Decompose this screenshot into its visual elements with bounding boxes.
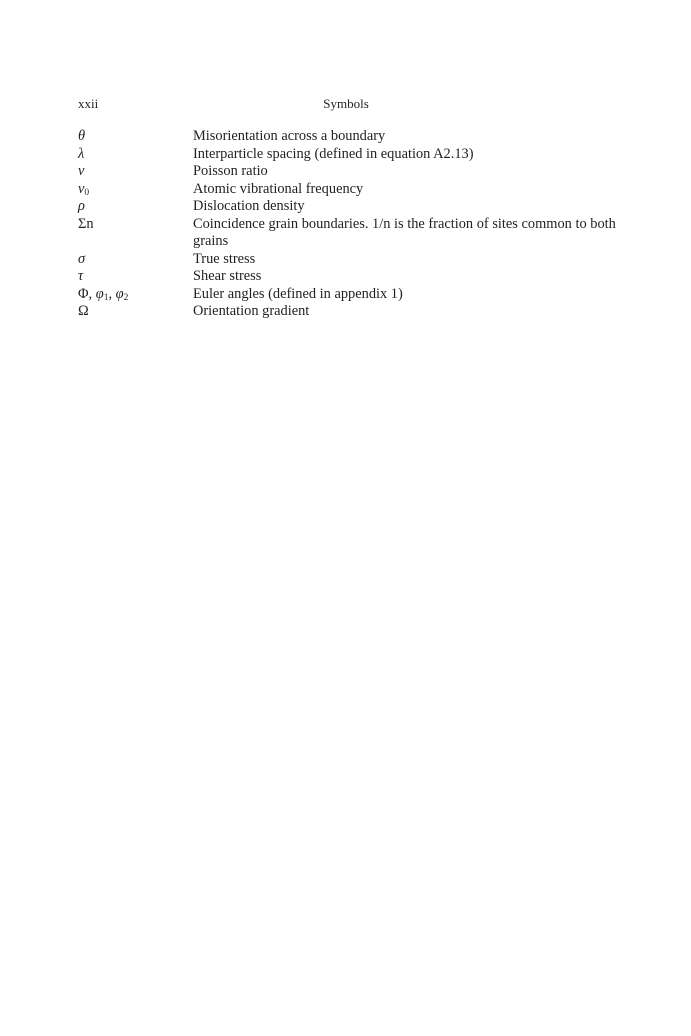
symbol-description: Orientation gradient xyxy=(193,303,310,319)
symbol-row-omega xyxy=(78,303,623,321)
symbol-row-nu-zero xyxy=(78,181,623,199)
symbol-phi: φ xyxy=(95,285,104,302)
symbol-description: Shear stress xyxy=(193,268,262,284)
symbol xyxy=(78,181,193,199)
symbol: σ xyxy=(78,250,86,267)
symbol xyxy=(78,216,193,251)
symbol-description: True stress xyxy=(193,250,256,267)
symbol-description: Atomic vibrational frequency xyxy=(193,180,364,197)
symbol-description: Coincidence grain boundaries. 1/n is the fraction of sites common to both grains xyxy=(193,215,616,249)
symbol-description: Interparticle spacing (defined in equation A2.13) xyxy=(193,145,474,162)
symbol-row-lambda xyxy=(78,146,623,164)
symbol-row-theta xyxy=(78,128,623,146)
symbol: ν xyxy=(78,163,85,179)
symbol-row-sigma-n xyxy=(78,216,623,251)
symbol-base: ν xyxy=(78,180,85,197)
symbol: τ xyxy=(78,268,84,284)
symbol-description: Dislocation density xyxy=(193,198,305,214)
symbol-row-sigma xyxy=(78,251,623,269)
symbol-subscript: 2 xyxy=(123,292,129,303)
symbol xyxy=(78,303,193,321)
symbol: λ xyxy=(78,145,85,162)
symbol-subscript: 0 xyxy=(84,187,90,198)
symbol: θ xyxy=(78,128,86,144)
running-title: Symbols xyxy=(323,96,369,111)
symbol-text: Σn xyxy=(78,215,94,232)
symbol-row-nu xyxy=(78,163,623,181)
symbol-row-rho xyxy=(78,198,623,216)
symbol-description: Misorientation across a boundary xyxy=(193,128,386,144)
symbol-phi-capital: Φ xyxy=(78,285,89,302)
symbol: ρ xyxy=(78,198,85,214)
symbol-text: Ω xyxy=(78,303,89,319)
symbol-row-tau xyxy=(78,268,623,286)
page-number: xxii xyxy=(78,96,99,111)
symbol-description: Poisson ratio xyxy=(193,163,268,179)
symbol-subscript: 1 xyxy=(103,292,109,303)
symbol-description: Euler angles (defined in appendix 1) xyxy=(193,285,403,302)
symbol-list xyxy=(78,128,623,321)
symbol-phi: φ xyxy=(115,285,124,302)
symbol: Φ, $\varphi_1$, $\varphi_2$ xyxy=(78,285,129,303)
symbol-row-euler-angles xyxy=(78,286,623,304)
